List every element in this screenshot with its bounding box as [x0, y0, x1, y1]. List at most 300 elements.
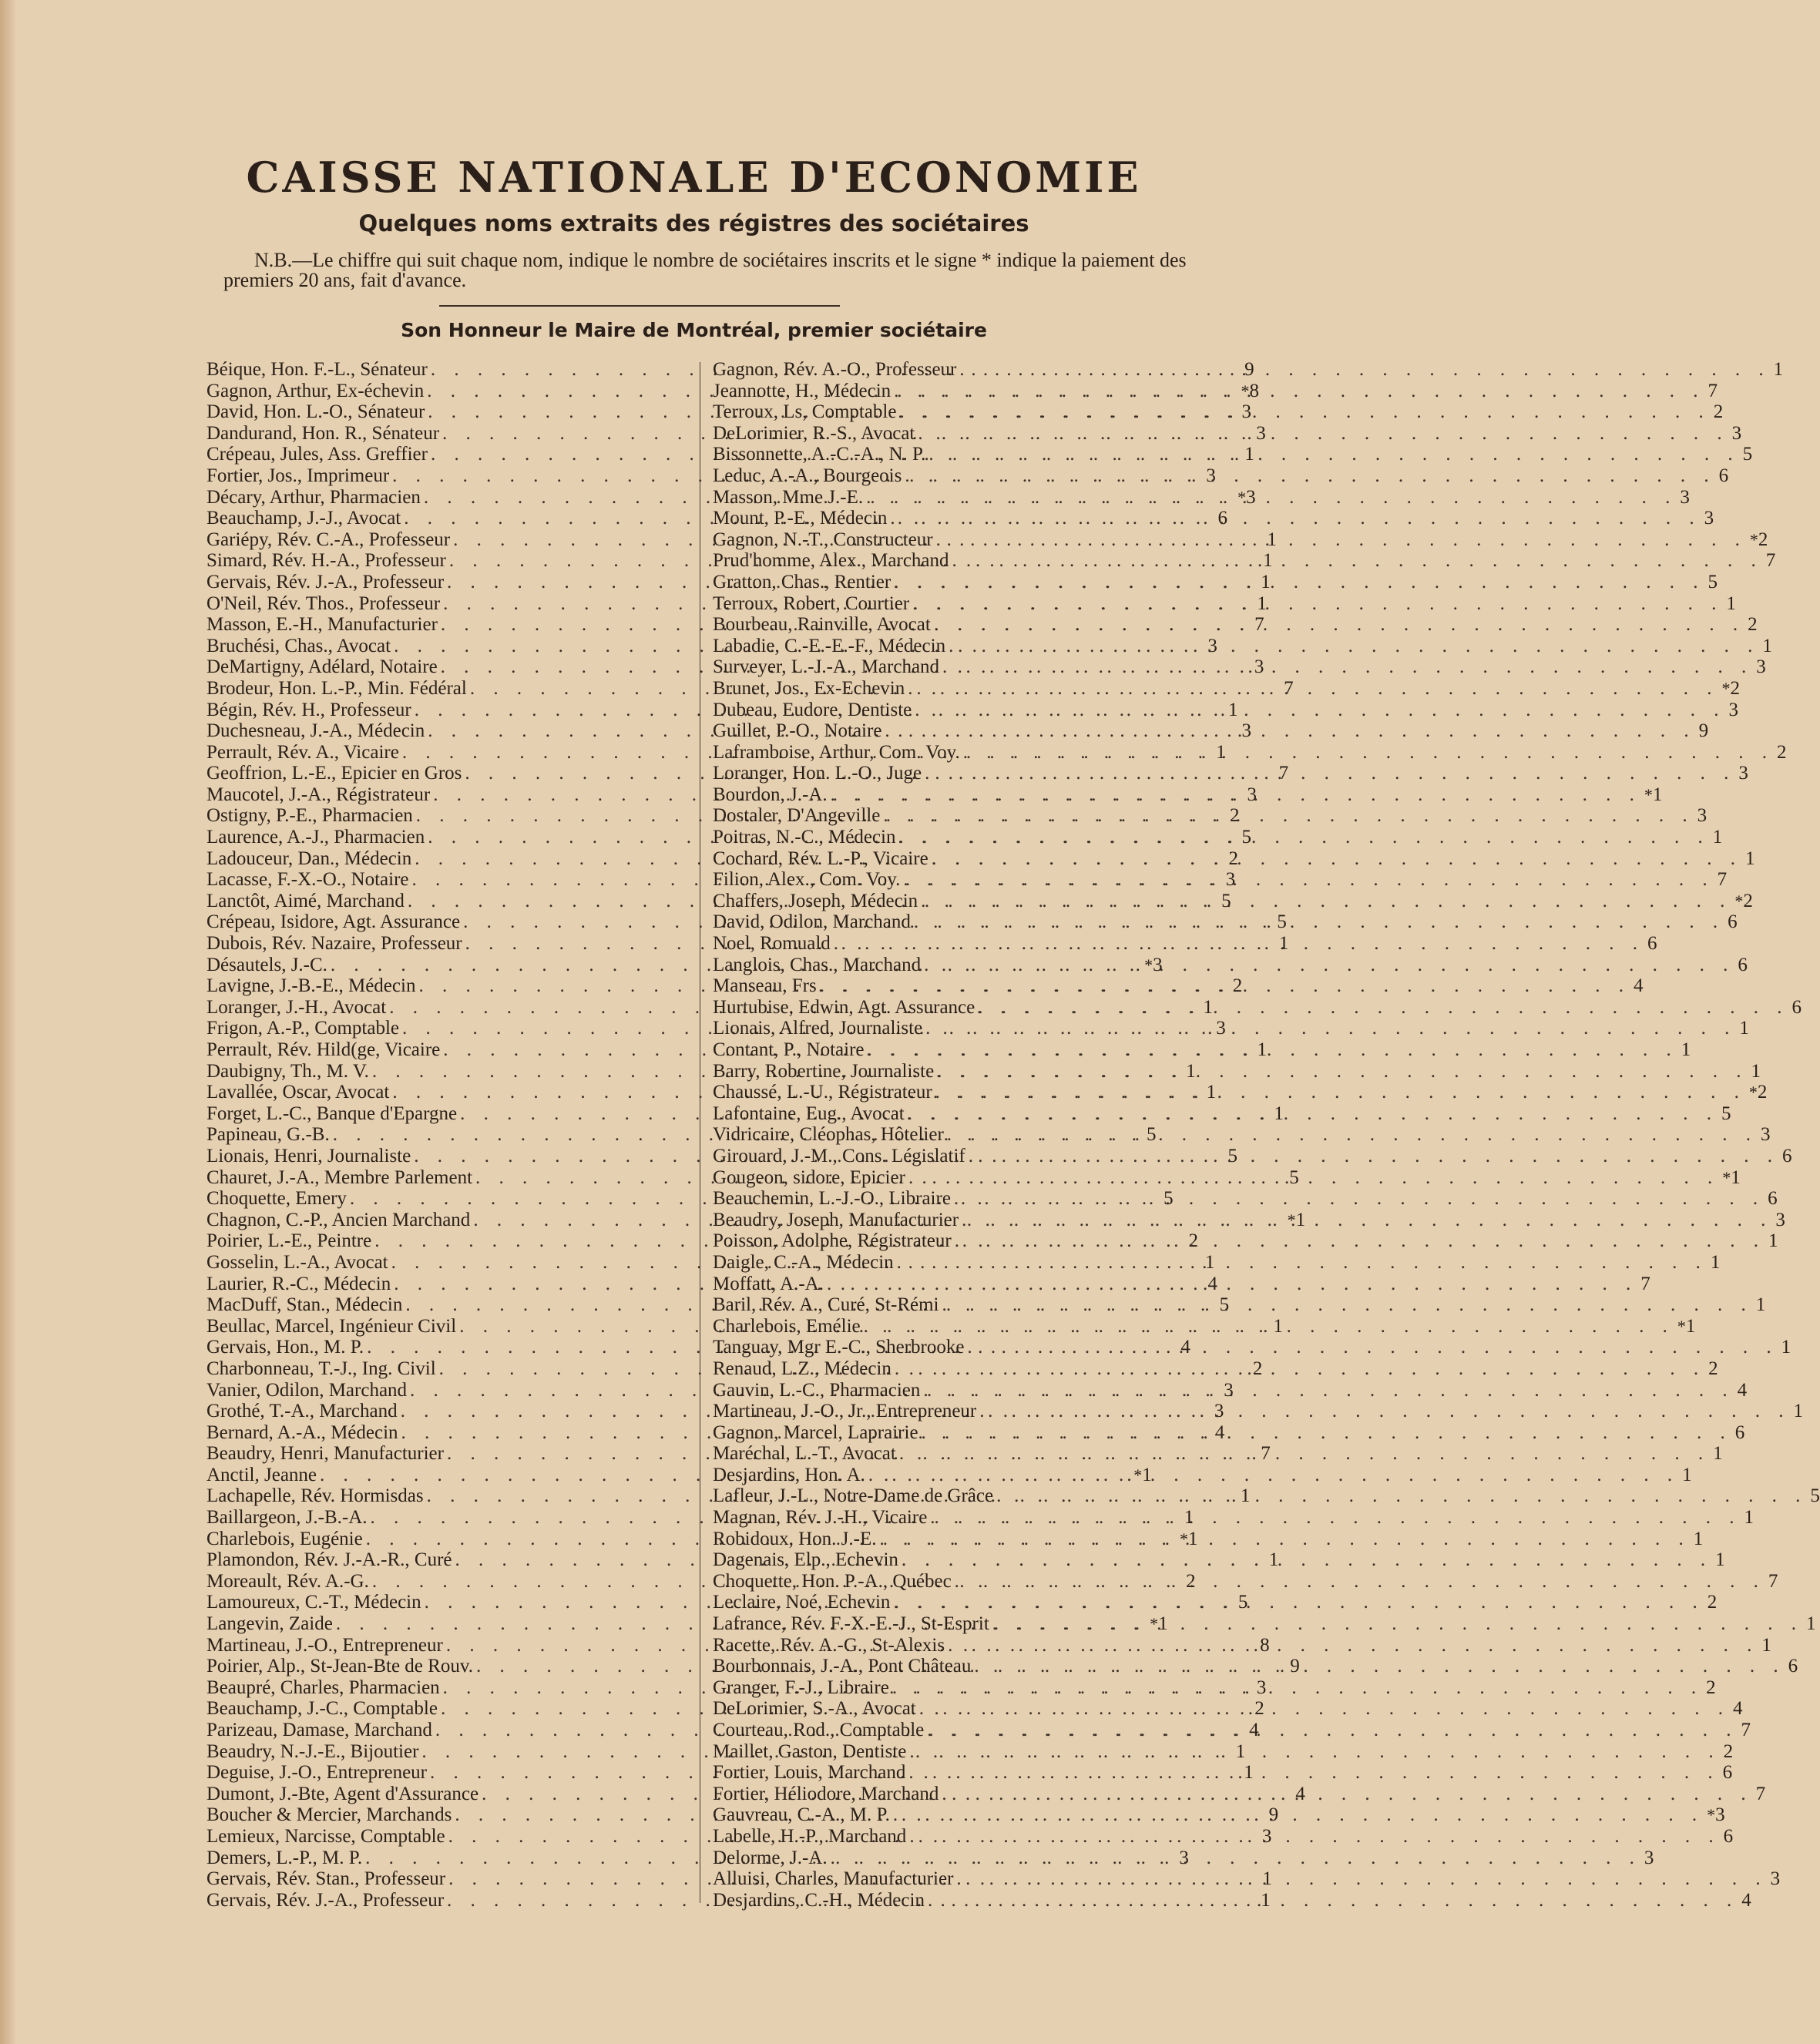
dot-leader: [905, 465, 1715, 487]
member-count: 1: [1240, 1485, 1251, 1507]
member-count: 3: [1715, 1804, 1725, 1826]
member-count: 3: [1728, 699, 1739, 720]
member-name: Chaussé, L.-U., Régistrateur: [713, 1082, 932, 1103]
member-count: 1: [1768, 1230, 1778, 1252]
member-name: Magnan, Rév. J.-H., Vicaire: [713, 1507, 928, 1529]
member-count: 3: [1770, 1868, 1781, 1890]
member-name: Labadie, C.-E.-E.-F., Médecin: [713, 635, 946, 656]
list-item: [713, 1039, 1691, 1061]
list-item: [713, 975, 1644, 997]
list-item: [713, 508, 1714, 529]
member-count: 6: [1768, 1188, 1778, 1210]
list-item: [713, 847, 1755, 870]
list-item: [713, 1507, 1755, 1529]
dot-leader: [936, 529, 1747, 551]
member-name: Gariépy, Rév. C.-A., Professeur: [207, 529, 451, 550]
list-item: [713, 1570, 1778, 1593]
dot-leader: [942, 1294, 1753, 1316]
dot-leader: [959, 359, 1770, 381]
member-count: 3: [1179, 1847, 1189, 1868]
list-item: [713, 1676, 1716, 1699]
member-name: Dagenais, Elp., Echevin: [713, 1549, 898, 1571]
advance-payment-mark: *: [1707, 1805, 1716, 1825]
dot-leader: [930, 1507, 1741, 1529]
dot-leader: [956, 1868, 1767, 1890]
dot-leader: [864, 1316, 1674, 1337]
member-name: Tanguay, Mgr E.-C., Sherbrooke: [713, 1337, 965, 1358]
member-name: Langlois, Chas., Marchand: [713, 954, 922, 975]
member-count: 1: [1262, 1868, 1272, 1890]
member-count: 3: [1731, 422, 1742, 444]
list-item: [713, 1656, 1798, 1677]
advance-payment-mark: *: [1179, 1529, 1188, 1549]
member-count: 3: [1697, 805, 1708, 827]
member-name: Dostaler, D'Angeville: [713, 805, 881, 827]
member-name: Girouard, J.-M., Cons. Législatif: [713, 1145, 965, 1166]
member-count: 2: [1757, 1082, 1768, 1103]
member-name: Gagnon, Rév. A.-O., Professeur: [713, 359, 957, 380]
list-item: [713, 1443, 1723, 1465]
dot-leader: [868, 1465, 1679, 1486]
member-count: 2: [1743, 890, 1753, 911]
member-count: 4: [1249, 1720, 1259, 1740]
member-count: 1: [1244, 1762, 1254, 1784]
list-item: [713, 1060, 1761, 1082]
member-name: Maréchal, L.-T., Avocat: [713, 1443, 896, 1465]
member-name: Deguise, J.-O., Entrepreneur: [207, 1762, 428, 1784]
member-count: 1: [1257, 1039, 1268, 1060]
dot-leader: [902, 1549, 1712, 1571]
dot-leader: [892, 1677, 1703, 1699]
member-count: 7: [1261, 1443, 1271, 1465]
member-count: 6: [1723, 1825, 1734, 1847]
list-item: [713, 1273, 1650, 1295]
member-name: Alluisi, Charles, Manufacturier: [713, 1868, 954, 1890]
member-name: Robidoux, Hon. J.-E.: [713, 1528, 877, 1549]
member-name: Moffatt, A.-A.: [713, 1273, 824, 1294]
member-count: 7: [1717, 869, 1728, 891]
member-name: Desjardins, Hon. A.: [713, 1464, 865, 1485]
list-item: [713, 1740, 1734, 1763]
member-name: Beauchamp, J.-J., Avocat: [207, 508, 401, 529]
list-item: [713, 741, 1787, 764]
list-item: [713, 1379, 1748, 1401]
member-count: 1: [1731, 1166, 1741, 1188]
member-name: Fortier, Héliodore, Marchand: [713, 1783, 939, 1804]
member-name: Demers, L.-P., M. P.: [207, 1847, 363, 1868]
member-count: 2: [1232, 975, 1243, 997]
member-name: Vanier, Odilon, Marchand: [207, 1379, 408, 1401]
member-count: 3: [1256, 422, 1266, 444]
member-count: 1: [1744, 847, 1755, 869]
member-count: 6: [1722, 1762, 1733, 1784]
member-name: Martineau, J.-O., Entrepreneur: [207, 1634, 443, 1656]
list-item: [713, 699, 1739, 721]
member-count: 6: [1728, 911, 1738, 933]
member-count: 1: [1257, 592, 1267, 614]
member-count: 1: [1710, 1251, 1721, 1273]
dot-leader: [925, 763, 1735, 784]
member-count: 7: [1768, 1570, 1778, 1592]
list-item: [713, 869, 1728, 891]
list-item: [713, 422, 1742, 445]
member-name: Lionais, Alfred, Journaliste: [713, 1018, 923, 1039]
list-item: [713, 827, 1723, 848]
member-name: Béique, Hon. F.-L., Sénateur: [207, 359, 428, 380]
right-column: [713, 359, 1820, 1911]
list-item: [713, 359, 1784, 381]
member-name: Mount, P.-E., Médecin: [713, 508, 888, 529]
dot-leader: [969, 1146, 1779, 1167]
member-count: 7: [1765, 550, 1776, 572]
member-name: Perrault, Rév. Hild(ge, Vicaire: [207, 1039, 441, 1060]
member-count: 2: [1713, 401, 1724, 423]
member-name: Terroux, Robert, Courtier: [713, 592, 910, 614]
list-item: [713, 401, 1724, 423]
member-name: David, Odilon, Marchand: [713, 911, 911, 933]
dot-leader: [885, 720, 1695, 742]
dot-leader: [915, 700, 1725, 721]
list-item: [713, 1188, 1778, 1210]
member-count: 1: [1761, 1634, 1771, 1656]
member-name: Bissonnette, A.-C.-A., N. P.: [713, 444, 926, 465]
member-count: 1: [1693, 1528, 1704, 1549]
dot-leader: [992, 1613, 1803, 1635]
member-count: 1: [1652, 784, 1663, 805]
member-count: 1: [1263, 550, 1273, 572]
member-count: 1: [1773, 359, 1784, 380]
member-name: Surveyer, L.-J.-A., Marchand: [713, 656, 940, 678]
advance-payment-mark: *: [1144, 955, 1153, 975]
section-heading: Son Honneur le Maire de Montréal, premier sociétaire: [401, 319, 987, 341]
member-count: 3: [1761, 1124, 1771, 1146]
member-name: Brodeur, Hon. L.-P., Min. Fédéral: [207, 677, 467, 699]
dot-leader: [927, 1720, 1738, 1741]
list-item: [713, 1082, 1768, 1103]
dot-leader: [922, 1422, 1732, 1444]
member-count: 1: [1278, 933, 1289, 955]
member-name: Charlebois, Emélie: [713, 1315, 861, 1337]
member-name: Lafontaine, Eug., Avocat: [713, 1103, 905, 1124]
member-name: Labelle, H.-P., Marchand: [713, 1825, 907, 1847]
list-item: [713, 1315, 1696, 1337]
member-name: Gagnon, Marcel, Laprairie: [713, 1421, 918, 1443]
member-name: Delorme, J.-A.: [713, 1847, 828, 1868]
member-count: 3: [1153, 954, 1163, 975]
dot-leader: [948, 1635, 1758, 1656]
member-name: Leclaire, Noé, Echevin: [713, 1592, 891, 1613]
dot-leader: [954, 1188, 1765, 1210]
member-name: Bernard, A.-A., Médecin: [207, 1421, 398, 1443]
dot-leader: [894, 381, 1704, 402]
member-name: Lafrance, Rév. F.-X.-E.-J., St-Esprit: [713, 1613, 989, 1635]
list-item: [713, 1294, 1766, 1316]
list-item: [713, 1230, 1778, 1252]
dot-leader: [894, 572, 1704, 593]
list-item: [713, 1464, 1692, 1486]
member-count: 1: [1267, 529, 1277, 550]
list-item: [713, 1421, 1745, 1444]
member-count: 3: [1224, 1379, 1234, 1401]
member-name: Loranger, J.-H., Avocat: [207, 996, 387, 1018]
member-name: Lemieux, Narcisse, Comptable: [207, 1825, 445, 1847]
member-count: 5: [1810, 1485, 1820, 1507]
list-item: [713, 1103, 1731, 1125]
member-name: Forget, L.-C., Banque d'Epargne: [207, 1103, 458, 1124]
list-item: [713, 1145, 1792, 1167]
member-count: 9: [1290, 1656, 1300, 1677]
list-item: [713, 444, 1753, 465]
member-name: Bruchési, Chas., Avocat: [207, 635, 391, 656]
advance-payment-mark: *: [1237, 487, 1247, 507]
member-name: Vidricaire, Cléophas, Hôtelier: [713, 1124, 944, 1146]
member-count: 1: [1762, 635, 1772, 656]
member-count: 1: [1712, 827, 1723, 848]
member-name: Chaffers, Joseph, Médecin: [713, 890, 918, 911]
member-name: Laurence, A.-J., Pharmacien: [207, 827, 425, 848]
member-count: 2: [1254, 1698, 1264, 1720]
member-name: DeLorimier, S.-A., Avocat: [713, 1698, 916, 1720]
member-name: Gervais, Hon., M. P.: [207, 1337, 364, 1358]
member-count: 5: [1219, 1294, 1230, 1316]
member-count: 1: [1726, 592, 1736, 614]
member-name: Anctil, Jeanne: [207, 1464, 317, 1485]
advance-payment-mark: *: [1150, 1614, 1159, 1634]
member-name: Boucher & Mercier, Marchands: [207, 1804, 452, 1826]
list-item: [713, 1209, 1785, 1231]
member-name: Ladouceur, Dan., Médecin: [207, 847, 412, 869]
dot-leader: [908, 1762, 1719, 1784]
member-count: 6: [1738, 954, 1748, 975]
member-count: 1: [1235, 1740, 1246, 1762]
member-count: 7: [1741, 1720, 1751, 1740]
dot-leader: [924, 955, 1734, 976]
member-count: 1: [1751, 1060, 1761, 1082]
member-count: 2: [1758, 529, 1768, 550]
member-count: 2: [1252, 1358, 1263, 1379]
dot-leader: [979, 1401, 1790, 1422]
list-item: [713, 933, 1657, 955]
member-count: 3: [1256, 1676, 1267, 1698]
member-name: Dumont, J.-Bte, Agent d'Assurance: [207, 1783, 479, 1804]
member-count: 1: [1274, 1103, 1284, 1124]
member-name: MacDuff, Stan., Médecin: [207, 1294, 403, 1316]
member-count: 1: [1715, 1549, 1725, 1571]
member-name: Gratton, Chas., Rentier: [713, 571, 892, 592]
member-count: 1: [1203, 996, 1213, 1018]
member-count: 5: [1241, 827, 1251, 848]
member-name: Beauchemin, L.-J.-O., Libraire: [713, 1188, 951, 1210]
member-name: Simard, Rév. H.-A., Professeur: [207, 550, 446, 572]
member-count: 5: [1227, 1145, 1237, 1166]
dot-leader: [893, 1804, 1704, 1826]
dot-leader: [963, 742, 1774, 764]
member-count: 3: [1775, 1209, 1785, 1230]
member-name: Fortier, Jos., Imprimeur: [207, 465, 390, 486]
list-item: [713, 1825, 1734, 1848]
dot-leader: [942, 1784, 1752, 1805]
member-name: DeMartigny, Adélard, Notaire: [207, 656, 438, 678]
member-name: Jeannotte, H., Médecin: [713, 380, 892, 401]
dot-leader: [923, 1380, 1734, 1401]
member-name: Duchesneau, J.-A., Médecin: [207, 720, 425, 742]
member-count: 7: [1278, 763, 1289, 784]
member-name: Brunet, Jos., Ex-Echevin: [713, 677, 905, 699]
member-name: Lacasse, F.-X.-O., Notaire: [207, 869, 409, 891]
dot-leader: [897, 1252, 1708, 1274]
member-count: 1: [1261, 571, 1271, 592]
list-item: [713, 720, 1709, 742]
member-name: Ostigny, P.-E., Pharmacien: [207, 805, 413, 827]
page-edge: [0, 0, 17, 2044]
member-count: 7: [1284, 677, 1294, 699]
list-item: [713, 1889, 1751, 1911]
list-item: [713, 486, 1690, 508]
dot-leader: [834, 933, 1644, 955]
member-name: Racette, Rév. A.-G., St-Alexis: [713, 1634, 945, 1656]
dot-leader: [967, 1337, 1778, 1358]
member-count: 3: [1207, 635, 1217, 656]
member-name: Terroux, Ls, Comptable: [713, 401, 897, 423]
list-item: [713, 805, 1708, 827]
member-name: Bourbonnais, J.-A., Pont Château: [713, 1656, 972, 1677]
dot-leader: [921, 891, 1731, 912]
dot-leader: [883, 805, 1694, 827]
dot-leader: [868, 1039, 1678, 1061]
member-name: Gauvreau, C.-A., M. P.: [713, 1804, 890, 1826]
member-name: Lavallée, Oscar, Avocat: [207, 1082, 390, 1103]
dot-leader: [974, 1656, 1785, 1677]
member-count: 1: [1755, 1294, 1766, 1316]
member-name: Frigon, A.-P., Comptable: [207, 1018, 400, 1039]
member-count: 1: [1158, 1613, 1168, 1635]
dot-leader: [935, 1082, 1746, 1103]
member-count: 6: [1791, 996, 1802, 1018]
member-count: 8: [1249, 380, 1260, 401]
member-count: 3: [1644, 1847, 1654, 1868]
member-name: Contant, P., Notaire: [713, 1039, 865, 1060]
member-count: 8: [1260, 1634, 1270, 1656]
list-item: [713, 996, 1802, 1019]
member-name: Gervais, Rév. J.-A., Professeur: [207, 1889, 445, 1911]
dot-leader: [928, 1890, 1738, 1911]
member-count: 1: [1244, 444, 1254, 465]
member-name: Plamondon, Rév. J.-A.-R., Curé: [207, 1549, 452, 1571]
member-count: 1: [1793, 1401, 1803, 1422]
advance-payment-mark: *: [1749, 529, 1758, 549]
member-name: Renaud, L.Z., Médecin: [713, 1358, 892, 1379]
member-count: 5: [1289, 1166, 1299, 1188]
list-item: [713, 1592, 1718, 1613]
member-name: Désautels, J.-C.: [207, 954, 327, 975]
member-count: 1: [1184, 1507, 1194, 1529]
member-count: 5: [1708, 571, 1718, 592]
member-count: 1: [1187, 1528, 1198, 1549]
advance-payment-mark: *: [1133, 1465, 1143, 1485]
dot-leader: [909, 1826, 1720, 1848]
member-name: Prud'homme, Alex., Marchand: [713, 550, 949, 572]
member-name: Daubigny, Th., M. V.: [207, 1060, 369, 1082]
member-count: 1: [1268, 1549, 1279, 1571]
member-count: 1: [1681, 1039, 1691, 1060]
member-name: DeLorimier, R.-S., Avocat: [713, 422, 915, 444]
member-name: Chauret, J.-A., Membre Parlement: [207, 1166, 473, 1188]
member-name: Poirier, L.-E., Peintre: [207, 1230, 372, 1252]
member-name: Dandurand, Hon. R., Sénateur: [207, 422, 440, 444]
dot-leader: [978, 997, 1788, 1019]
list-item: [713, 592, 1736, 615]
member-count: 1: [1739, 1018, 1749, 1039]
member-name: Bourdon, J.-A.: [713, 784, 828, 805]
dot-leader: [918, 423, 1728, 445]
dot-leader: [932, 848, 1742, 870]
member-count: 1: [1295, 1209, 1306, 1230]
advance-payment-mark: *: [1287, 1210, 1296, 1230]
member-name: Dubois, Rév. Nazaire, Professeur: [207, 933, 462, 955]
member-count: 2: [1730, 677, 1741, 699]
dot-leader: [934, 614, 1744, 636]
member-count: 5: [1221, 890, 1231, 911]
list-item: [713, 1720, 1751, 1741]
member-name: Martineau, J.-O., Jr., Entrepreneur: [713, 1401, 977, 1422]
dot-leader: [928, 444, 1739, 465]
member-count: 3: [1704, 508, 1714, 529]
dot-leader: [890, 508, 1701, 529]
member-count: 3: [1680, 486, 1690, 508]
member-name: David, Hon. L.-O., Sénateur: [207, 401, 425, 423]
member-count: 2: [1776, 741, 1787, 763]
list-item: [713, 677, 1741, 700]
member-name: Beauchamp, J.-C., Comptable: [207, 1698, 438, 1720]
member-name: Gervais, Rév. J.-A., Professeur: [207, 571, 445, 592]
member-count: 3: [1254, 656, 1264, 678]
member-count: 4: [1214, 1421, 1225, 1443]
member-name: Crépeau, Isidore, Agt. Assurance: [207, 911, 461, 933]
member-name: Crépeau, Jules, Ass. Greffier: [207, 444, 428, 465]
member-count: 1: [1204, 1251, 1215, 1273]
dot-leader: [937, 1061, 1748, 1082]
member-name: Bourbeau, Rainville, Avocat: [713, 614, 931, 636]
dot-leader: [949, 636, 1759, 657]
member-name: Masson, Mme J.-E.: [713, 486, 864, 508]
member-name: Masson, E.-H., Manufacturier: [207, 614, 438, 636]
list-item: [713, 614, 1758, 636]
member-name: Fortier, Louis, Marchand: [713, 1762, 906, 1784]
member-count: 2: [1723, 1740, 1734, 1762]
member-name: Beaudry, Joseph, Manufacturier: [713, 1209, 959, 1230]
member-name: Décary, Arthur, Pharmacien: [207, 486, 421, 508]
member-count: 1: [1186, 1060, 1196, 1082]
member-name: Choquette, Hon. P.-A., Québec: [713, 1570, 952, 1592]
member-name: Lamoureux, C.-T., Médecin: [207, 1592, 421, 1613]
document-subtitle: Quelques noms extraits des régistres des sociétaires: [358, 210, 1029, 237]
member-name: Maucotel, J.-A., Régistrateur: [207, 784, 431, 805]
dot-leader: [899, 401, 1710, 423]
member-count: 2: [1228, 847, 1238, 869]
list-item: [713, 635, 1772, 657]
dot-leader: [962, 1210, 1772, 1231]
dot-leader: [955, 1230, 1765, 1252]
member-count: 5: [1721, 1103, 1731, 1124]
member-count: 2: [1188, 1230, 1198, 1252]
member-count: 2: [1186, 1570, 1196, 1592]
member-count: 1: [1227, 699, 1238, 720]
list-item: [713, 1783, 1766, 1805]
member-name: Perrault, Rév. A., Vicaire: [207, 741, 399, 763]
list-item: [713, 1762, 1733, 1784]
dot-leader: [903, 869, 1714, 891]
member-count: 1: [1206, 1082, 1217, 1103]
